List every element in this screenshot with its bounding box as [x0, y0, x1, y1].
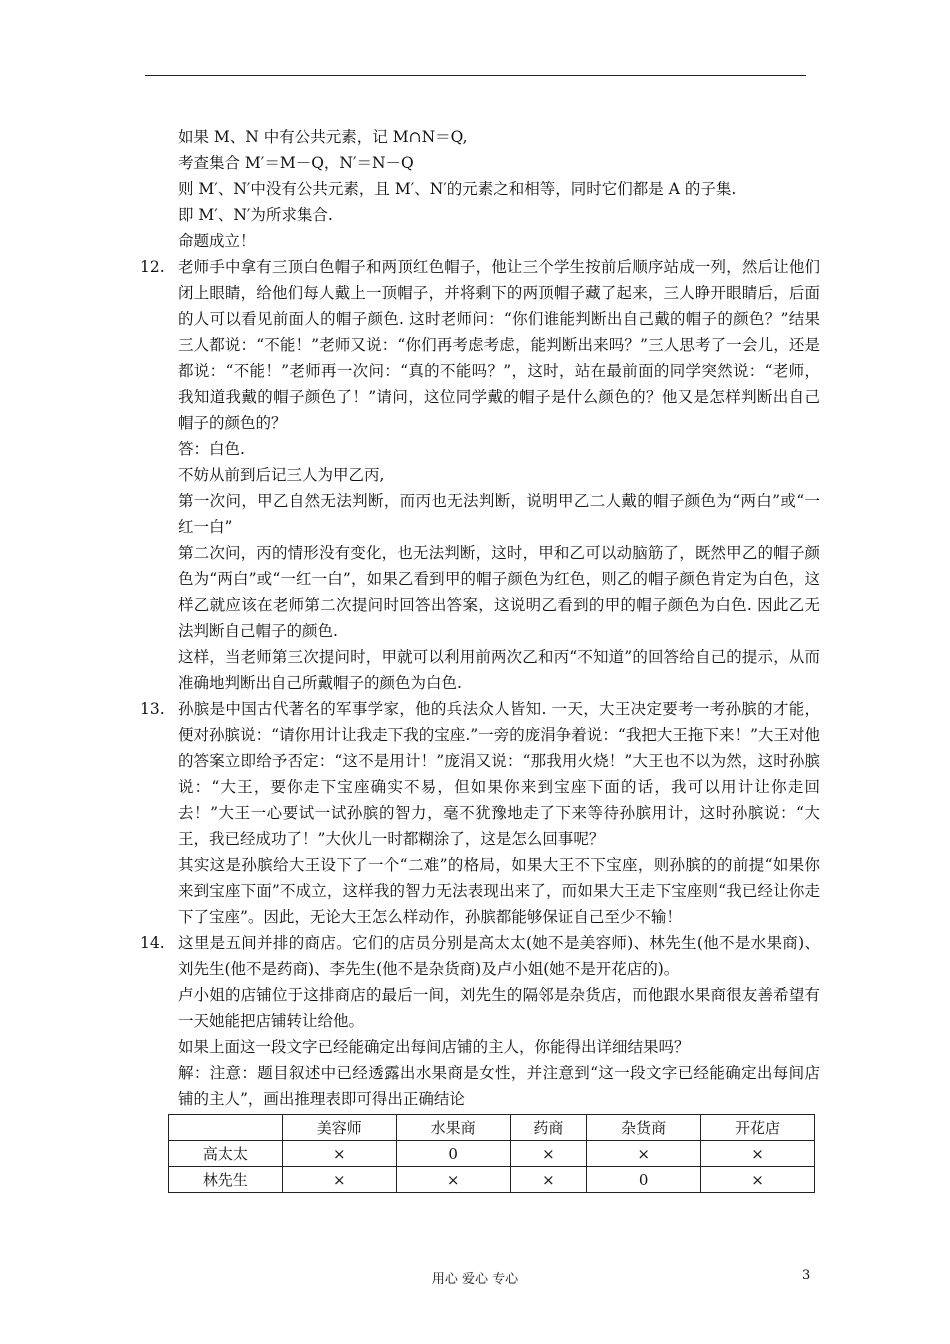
header-rule — [145, 75, 806, 76]
table-row — [169, 1141, 815, 1167]
table-cell: × — [587, 1141, 701, 1167]
problem-paragraph: 不妨从前到后记三人为甲乙丙, — [178, 466, 385, 484]
reasoning-table — [168, 1114, 815, 1193]
problem-12 — [140, 254, 820, 696]
proof-line: 考查集合 M′＝M－Q，N′＝N－Q — [178, 154, 414, 172]
page-content — [140, 124, 820, 1193]
page-number: 3 — [802, 1268, 811, 1283]
page-footer: 用心 爱心 专心 — [431, 1272, 519, 1287]
table-cell: × — [510, 1141, 587, 1167]
table-cell: 0 — [587, 1167, 701, 1193]
problem-paragraph: 答：白色. — [178, 440, 245, 458]
table-cell: × — [701, 1167, 815, 1193]
problem-paragraph: 第一次问，甲乙自然无法判断，而丙也无法判断，说明甲乙二人戴的帽子颜色为“两白”或“一红一白” — [178, 492, 820, 536]
problem-number: 12. — [140, 258, 165, 276]
problem-14 — [140, 930, 820, 1112]
table-cell: × — [282, 1141, 396, 1167]
problem-number: 13. — [140, 700, 165, 718]
table-header-cell — [169, 1115, 283, 1141]
table-cell: × — [396, 1167, 510, 1193]
table-cell: 林先生 — [169, 1167, 283, 1193]
table-cell: × — [282, 1167, 396, 1193]
table-row — [169, 1167, 815, 1193]
problem-paragraph: 这样，当老师第三次提问时，甲就可以利用前两次乙和丙“不知道”的回答给自己的提示，从而准确地判断出自己所戴帽子的颜色为白色. — [178, 648, 820, 692]
problem-paragraph: 卢小姐的店铺位于这排商店的最后一间，刘先生的隔邻是杂货店，而他跟水果商很友善希望有一天她能把店铺转让给他。 — [178, 986, 820, 1030]
problem-paragraph: 老师手中拿有三顶白色帽子和两顶红色帽子，他让三个学生按前后顺序站成一列，然后让他们闭上眼睛，给他们每人戴上一顶帽子，并将剩下的两顶帽子藏了起来，三人睁开眼睛后，后面的人可以看见前面人的帽子颜色. 这时老师问：“你们谁能判断出自己戴的帽子的颜色？”结果三人都说：“不能！”老师又说：“你们再考虑考虑，能判断出来吗？”三人思考了一会儿，还是都说：“不能！”老师再一次问：“真的不能吗？”，这时，站在最前面的同学突然说：“老师，我知道我戴的帽子颜色了！”请问，这位同学戴的帽子是什么颜色的？他又是怎样判断出自己帽子的颜色的？ — [178, 258, 820, 432]
problem-paragraph: 如果上面这一段文字已经能确定出每间店铺的主人，你能得出详细结果吗？ — [178, 1038, 690, 1056]
proof-block — [140, 124, 820, 254]
table-cell: 0 — [396, 1141, 510, 1167]
table-header-cell: 美容师 — [282, 1115, 396, 1141]
problem-paragraph: 其实这是孙膑给大王设下了一个“二难”的格局，如果大王不下宝座，则孙膑的的前提“如果你来到宝座下面”不成立，这样我的智力无法表现出来了，而如果大王走下宝座则“我已经让你走下了宝座”。因此，无论大王怎么样动作，孙膑都能够保证自己至少不输！ — [178, 856, 820, 926]
table-header-cell: 水果商 — [396, 1115, 510, 1141]
table-header-cell: 药商 — [510, 1115, 587, 1141]
proof-line: 即 M′、N′为所求集合. — [178, 206, 333, 224]
proof-line: 如果 M、N 中有公共元素，记 M∩N＝Q, — [178, 128, 468, 146]
proof-line: 则 M′、N′中没有公共元素，且 M′、N′的元素之和相等，同时它们都是 A 的子集. — [178, 180, 737, 198]
proof-line: 命题成立！ — [178, 232, 256, 250]
table-header-row — [169, 1115, 815, 1141]
problem-paragraph: 孙膑是中国古代著名的军事学家，他的兵法众人皆知. 一天，大王决定要考一考孙膑的才能，便对孙膑说：“请你用计让我走下我的宝座.”一旁的庞涓争着说：“我把大王拖下来！”大王对他的答案立即给予否定：“这不是用计！”庞涓又说：“那我用火烧！”大王也不以为然，这时孙膑说：“大王，要你走下宝座确实不易，但如果你来到宝座下面的话，我可以用计让你走回去！”大王一心要试一试孙膑的智力，毫不犹豫地走了下来等待孙膑用计，这时孙膑说：“大王，我已经成功了！”大伙儿一时都糊涂了，这是怎么回事呢？ — [178, 700, 820, 848]
table-header-cell: 开花店 — [701, 1115, 815, 1141]
problem-number: 14. — [140, 934, 165, 952]
table-cell: × — [510, 1167, 587, 1193]
table-header-cell: 杂货商 — [587, 1115, 701, 1141]
problem-paragraph: 解：注意：题目叙述中已经透露出水果商是女性，并注意到“这一段文字已经能确定出每间店铺的主人”，画出推理表即可得出正确结论 — [178, 1064, 820, 1108]
table-cell: 高太太 — [169, 1141, 283, 1167]
table-cell: × — [701, 1141, 815, 1167]
problem-13 — [140, 696, 820, 930]
problem-paragraph: 这里是五间并排的商店。它们的店员分别是高太太(她不是美容师)、林先生(他不是水果商)、刘先生(他不是药商)、李先生(他不是杂货商)及卢小姐(她不是开花店的)。 — [178, 934, 820, 978]
problem-paragraph: 第二次问，丙的情形没有变化，也无法判断，这时，甲和乙可以动脑筋了，既然甲乙的帽子颜色为“两白”或“一红一白”，如果乙看到甲的帽子颜色为红色，则乙的帽子颜色肯定为白色，这样乙就应该在老师第二次提问时回答出答案，这说明乙看到的甲的帽子颜色为白色. 因此乙无法判断自己帽子的颜色. — [178, 544, 820, 640]
